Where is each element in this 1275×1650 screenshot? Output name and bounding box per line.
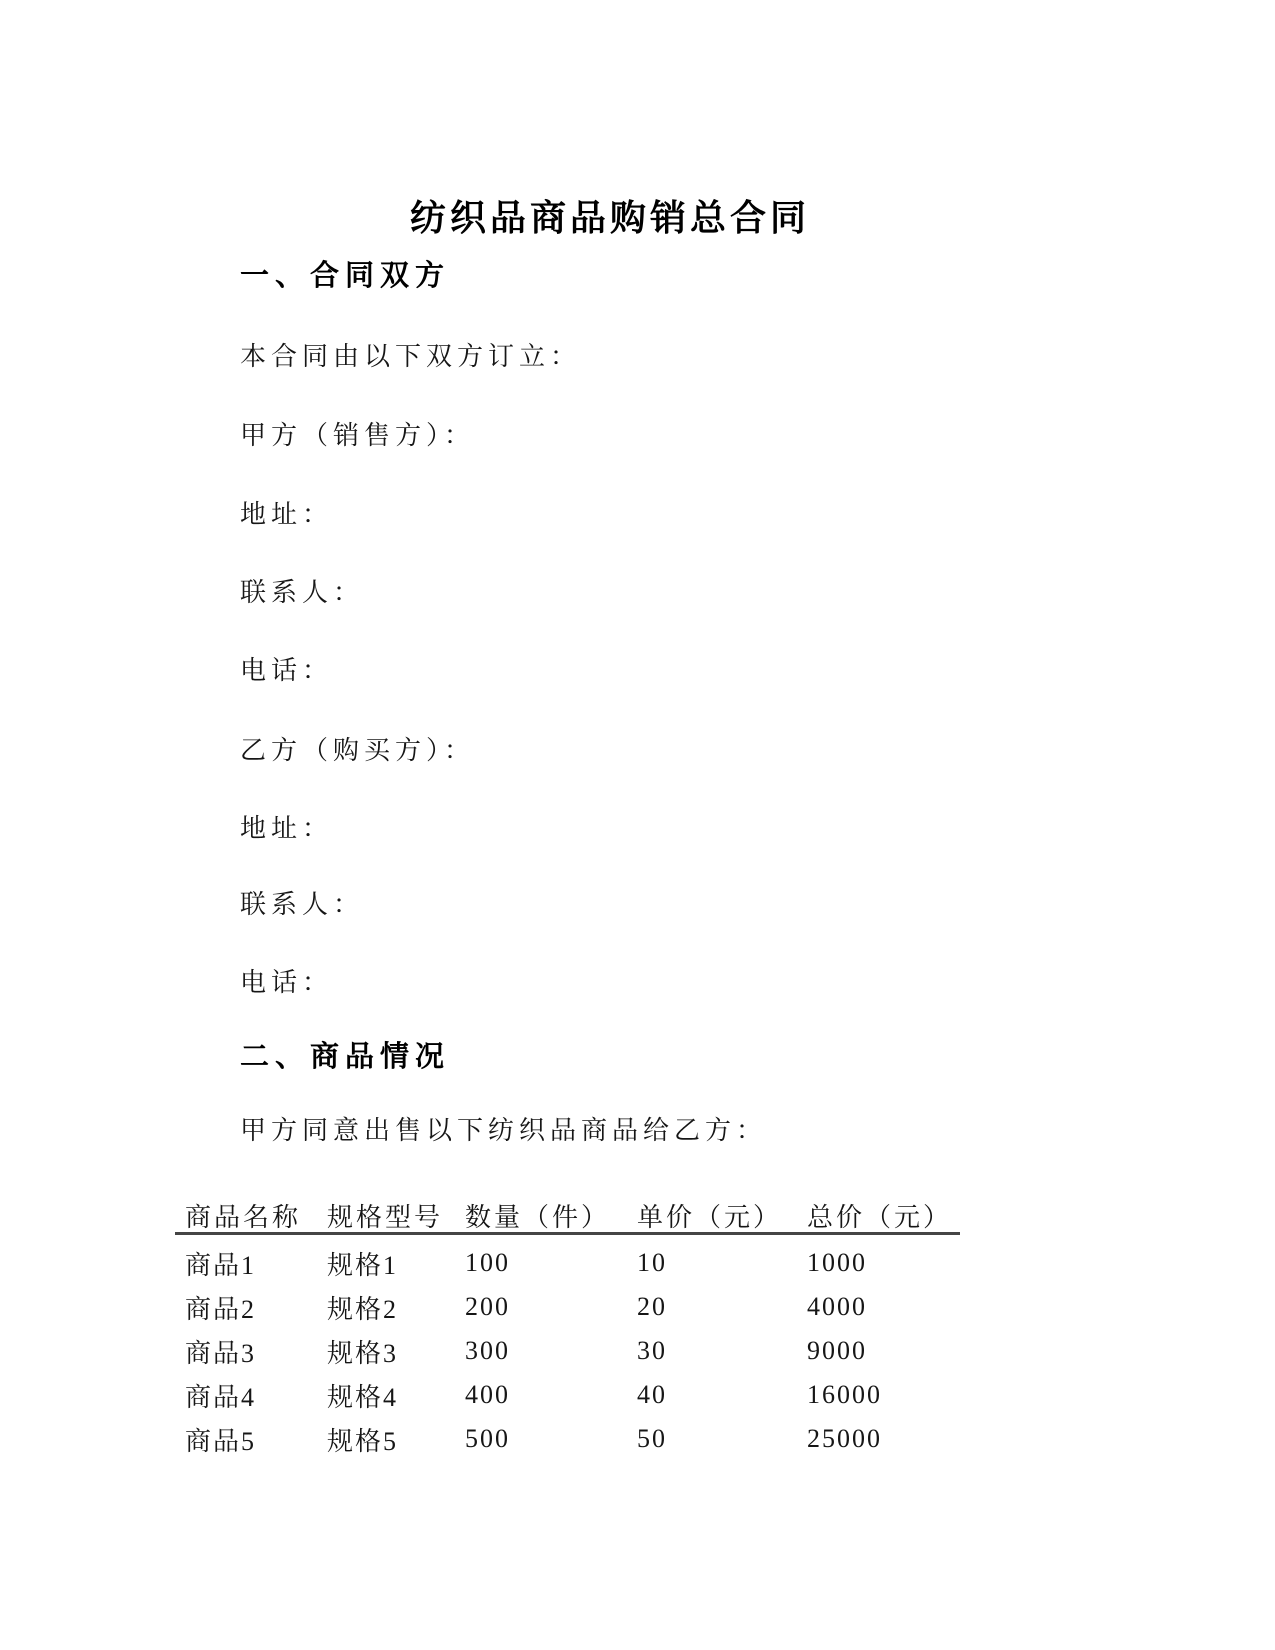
table-cell-spec: 规格1 [327, 1250, 399, 1280]
table-header-quantity: 数量（件） [465, 1203, 611, 1232]
table-header-spec-model: 规格型号 [327, 1203, 444, 1232]
table-cell-product-name: 商品2 [185, 1294, 257, 1324]
party-a-address-label: 地址： [240, 500, 334, 529]
section-heading-parties: 一、合同双方 [240, 260, 451, 292]
table-row [175, 1373, 960, 1417]
table-cell-product-name: 商品1 [185, 1250, 257, 1280]
table-cell-total-price: 1000 [807, 1248, 867, 1277]
table-cell-product-name: 商品3 [185, 1338, 257, 1368]
table-header-unit-price: 单价（元） [637, 1203, 783, 1232]
party-b-address-label: 地址： [240, 814, 334, 843]
table-cell-spec: 规格4 [327, 1382, 399, 1412]
table-cell-unit-price: 30 [637, 1336, 667, 1365]
table-cell-total-price: 25000 [807, 1424, 882, 1453]
table-cell-total-price: 4000 [807, 1292, 867, 1321]
party-a-phone-label: 电话： [240, 656, 334, 685]
table-cell-unit-price: 20 [637, 1292, 667, 1321]
table-row [175, 1329, 960, 1373]
table-row [175, 1285, 960, 1329]
document-title: 纺织品商品购销总合同 [409, 197, 810, 238]
table-cell-unit-price: 10 [637, 1248, 667, 1277]
goods-intro-line: 甲方同意出售以下纺织品商品给乙方： [240, 1116, 768, 1145]
table-row [175, 1241, 960, 1285]
table-cell-product-name: 商品4 [185, 1382, 257, 1412]
table-row [175, 1417, 960, 1461]
goods-table-header-row [175, 1192, 960, 1232]
table-cell-quantity: 200 [465, 1292, 510, 1321]
table-cell-unit-price: 40 [637, 1380, 667, 1409]
table-cell-total-price: 16000 [807, 1380, 882, 1409]
party-b-label: 乙方（购买方）： [240, 736, 476, 765]
table-cell-quantity: 100 [465, 1248, 510, 1277]
table-cell-product-name: 商品5 [185, 1426, 257, 1456]
table-cell-quantity: 300 [465, 1336, 510, 1365]
party-b-contact-label: 联系人： [240, 890, 365, 919]
goods-table [175, 1192, 960, 1461]
party-b-phone-label: 电话： [240, 968, 334, 997]
table-cell-spec: 规格3 [327, 1338, 399, 1368]
table-cell-total-price: 9000 [807, 1336, 867, 1365]
parties-intro-line: 本合同由以下双方订立： [240, 342, 582, 371]
table-cell-quantity: 500 [465, 1424, 510, 1453]
section-heading-goods: 二、商品情况 [240, 1041, 451, 1073]
table-header-total-price: 总价（元） [807, 1203, 953, 1232]
party-a-label: 甲方（销售方）： [240, 421, 476, 450]
table-cell-spec: 规格5 [327, 1426, 399, 1456]
table-cell-quantity: 400 [465, 1380, 510, 1409]
table-cell-spec: 规格2 [327, 1294, 399, 1324]
party-a-contact-label: 联系人： [240, 578, 365, 607]
table-cell-unit-price: 50 [637, 1424, 667, 1453]
table-header-product-name: 商品名称 [185, 1203, 302, 1232]
